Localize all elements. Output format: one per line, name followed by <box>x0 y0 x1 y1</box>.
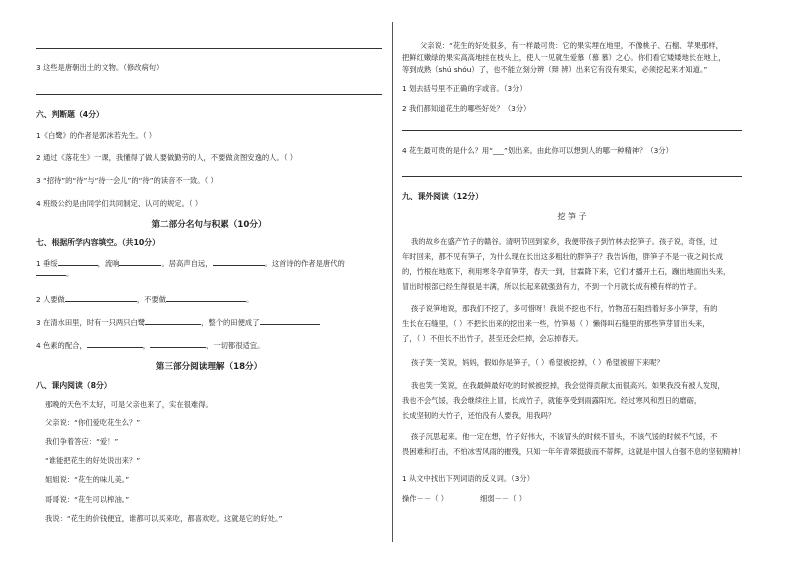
section-title: 八、课内阅读（8分） <box>36 381 112 390</box>
passage-line: 哥哥说：“花生可以榨油。” <box>45 495 130 504</box>
blank-field[interactable] <box>65 294 137 302</box>
essay-line: 我的故乡在盛产竹子的赣谷。清明节回到家乡，我便带孩子到竹林去挖笋子。孩子说，奇怪，过 <box>411 237 718 246</box>
section-title: 七、根据所学内容填空。（共10分） <box>36 238 160 247</box>
essay-line: 了，（ ）不但长不出竹子，甚至还会烂掉，会忘掉春天。 <box>402 334 584 343</box>
answer-line <box>36 94 382 95</box>
antonym-item: 操作－－（ ） <box>402 494 449 503</box>
answer-line <box>36 48 382 49</box>
essay-line: 畏困难和打击，不怕冰雪风雨的摧残，只知一年年青翠挺拔而不蒂辉，这就是中国人自强不息的坚韧精神！ <box>402 447 745 456</box>
antonym-item: 细弱－－（ ） <box>480 494 527 503</box>
judge-item: 3 “招待”的“待”与“待一会儿”的“待”的读音不一致。（ ） <box>36 176 218 185</box>
section-title: 六、判断题（4分） <box>36 110 104 119</box>
question-text: 1 从文中找出下列词语的反义词。（3分） <box>402 474 535 483</box>
blank-field[interactable] <box>87 340 143 348</box>
blank-field[interactable] <box>213 258 265 266</box>
blank-field[interactable] <box>58 258 98 266</box>
judge-item: 4 班级公约是由同学们共同制定、认可的规定。（ ） <box>36 199 203 208</box>
part-title: 第三部分阅读理解（18分） <box>155 362 263 372</box>
essay-line: 年时回来，都不见有笋子，为什么现在长出这多粗壮的胖笋子？我告诉他，胖笋子不是一夜之间长成 <box>402 252 724 261</box>
fill-item-4: 4 色素的配合， ， ，一切都很适宜。 <box>36 341 265 350</box>
question-text: 1 划去括号里不正确的字或音。（3分） <box>402 84 527 93</box>
passage-line: 父亲说：“花生的好处很多，有一样最可贵：它的果实埋在地里，不像桃子、石榴、苹果那样， <box>420 41 723 50</box>
fill-item-3: 3 在清水田里，时有一只两只白鹭 ，整个的田便成了 <box>36 317 320 327</box>
answer-line <box>402 176 742 177</box>
blank-field[interactable] <box>145 317 201 325</box>
essay-line: 冒出时根部已经生得很是丰满，所以长起来就强劲有力，不到一个月就长成有模有样的竹子。 <box>402 282 702 291</box>
essay-line: 孩子说笋地说，那我们不挖了，多可惜呀！我说不挖也不行，竹物茁石阻挡着好多小笋芽，有的 <box>411 304 718 313</box>
essay-line: 我也笑一笑说，在我最鲜最好吃的时候被挖掉，我会觉得贡献太而很高兴。如果我没有被人发现， <box>411 381 725 390</box>
passage-line: 把鲜红嫩绿的果实高高地挂在枝头上，使人一见就生爱慕（慕 慕）之心。你们看它矮矮地长在地上， <box>402 53 726 62</box>
blank-field[interactable] <box>36 268 66 276</box>
blank-field[interactable] <box>260 317 320 325</box>
blank-field[interactable] <box>166 294 246 302</box>
fill-item-1-cont: 。 <box>36 268 73 278</box>
question-text: 4 花生最可贵的是什么？用“___”划出来。由此你可以想到人的哪一种精神？（3分） <box>402 146 673 155</box>
judge-item: 1《白鹭》的作者是郭沫若先生。（ ） <box>36 131 157 140</box>
essay-line: 孩子笑一笑说，妈妈，假如你是笋子，（ ）希望被挖掉，（ ）希望被留下来呢？ <box>411 358 664 367</box>
question-text: 2 我们都知道花生的哪些好处？（3分） <box>402 104 531 113</box>
essay-line: 生长在石缝里，（ ）不把长出来的挖出来一些，竹笋易（ ）懒得叫石缝里的那些笋芽冒出头来， <box>402 319 710 328</box>
passage-line: 姐姐说：“花生的味儿美。” <box>45 475 130 484</box>
question-text: 3 这些是唐朝出土的文物。（修改病句） <box>36 63 164 72</box>
part-title: 第二部分名句与积累（10分） <box>151 220 267 230</box>
column-divider <box>392 22 393 542</box>
answer-line <box>402 130 742 131</box>
essay-line: 我也不会气馁，我会继续往上冒，长成竹子，就能享受到雨露阳光。经过寒风和烈日的磨砺， <box>402 396 702 405</box>
judge-item: 2 通过《落花生》一课，我懂得了做人要做勤劳的人，不要做贪图安逸的人。（ ） <box>36 153 298 162</box>
passage-line: 等到成熟（shú shóu）了，也不能立刻分辨（辩 辨）出来它有没有果实，必须挖起来才知道。” <box>402 65 708 74</box>
passage-line: 那晚的天色不太好，可是父亲也来了，实在很难得。 <box>45 400 213 409</box>
passage-line: 我说：“花生的价钱便宜，谁都可以买来吃，都喜欢吃。这就是它的好处。” <box>45 514 283 523</box>
section-title: 九、课外阅读（12分） <box>402 192 484 201</box>
passage-line: “谁能把花生的好处说出来？” <box>45 456 141 465</box>
blank-field[interactable] <box>150 340 206 348</box>
essay-title: 挖 笋 子 <box>557 212 587 221</box>
essay-line: 长成坚韧的大竹子，还怕没有人要我，用我吗？ <box>402 411 556 420</box>
fill-item-1: 1 垂绥 ，流响 。居高声自远， 。这首诗的作者是唐代的 <box>36 259 345 268</box>
passage-line: 我们争着答应：“爱！” <box>45 437 119 446</box>
essay-line: 的，竹根在地底下，利用寒冬孕育笋芽，春天一到，甘霖降下来，它们才播开土石，蹦出地面出头来， <box>402 267 731 276</box>
fill-item-2: 2 人要做 ，不要做 。 <box>36 295 254 304</box>
essay-line: 孩子沉思起来。他一定在想，竹子好伟大，不该冒头的时候不冒头，不该气馁的时候不气馁，不 <box>411 432 718 441</box>
passage-line: 父亲说：“你们爱吃花生么？” <box>45 418 141 427</box>
blank-field[interactable] <box>119 258 161 266</box>
